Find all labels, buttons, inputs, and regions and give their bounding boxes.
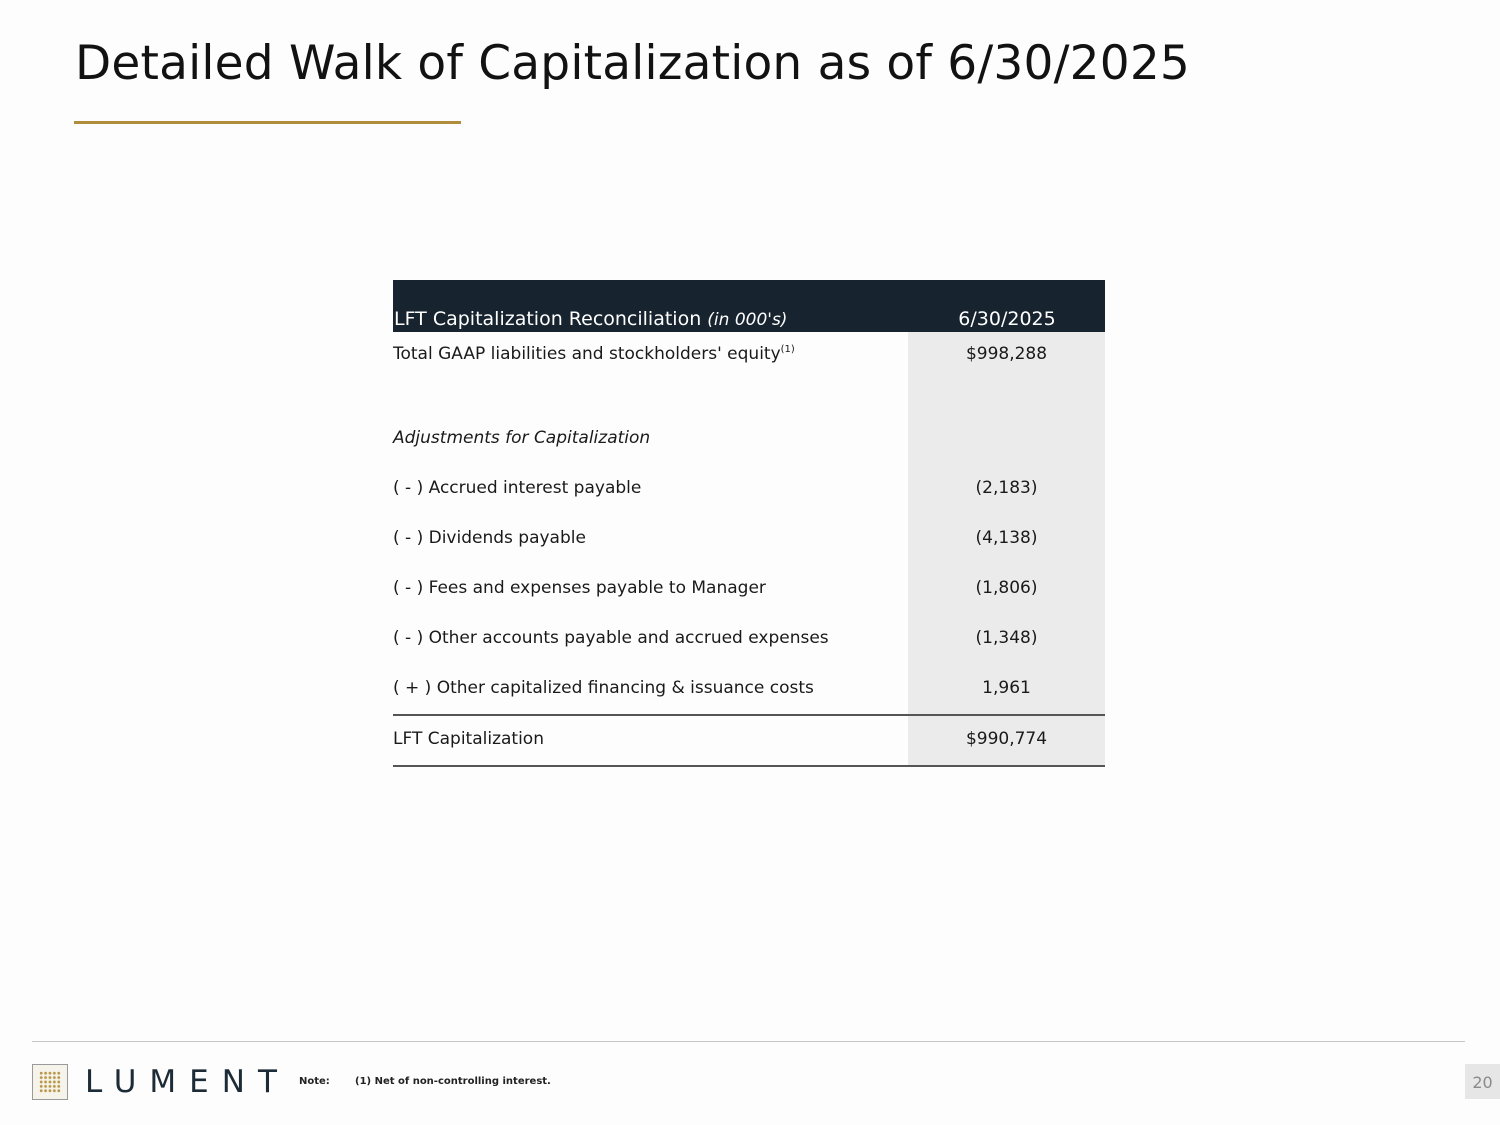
row-value: (2,183) — [975, 478, 1038, 498]
row-value: 1,961 — [982, 678, 1031, 698]
table-header-label — [394, 308, 787, 330]
row-label: ( + ) Other capitalized financing & issuance costs — [393, 678, 814, 698]
adjustments-heading: Adjustments for Capitalization — [393, 428, 651, 448]
total-gaap-label: Total GAAP liabilities and stockholders' equity — [393, 344, 781, 364]
row-label: ( - ) Dividends payable — [393, 528, 586, 548]
brand-wordmark: LUMENT — [85, 1064, 290, 1100]
note-text: (1) Net of non-controlling interest. — [355, 1076, 551, 1087]
note-label: Note: — [299, 1076, 330, 1087]
table-row-adjustments-heading — [393, 424, 1105, 454]
table-row-total-gaap — [393, 340, 1105, 370]
footer-divider — [32, 1041, 1465, 1042]
page-title: Detailed Walk of Capitalization as of 6/30/2025 — [75, 36, 1191, 91]
row-label: ( - ) Fees and expenses payable to Manager — [393, 578, 766, 598]
footnote-marker: (1) — [780, 344, 795, 355]
table-row — [393, 524, 1105, 554]
subtotal-rule — [393, 714, 1105, 716]
table-header-date: 6/30/2025 — [958, 308, 1056, 330]
row-value: $998,288 — [965, 344, 1048, 364]
capitalization-table — [393, 280, 1105, 749]
total-label: LFT Capitalization — [393, 729, 544, 749]
total-value: $990,774 — [965, 729, 1048, 749]
table-header — [393, 280, 1105, 332]
total-rule — [393, 765, 1105, 767]
header-label-text: LFT Capitalization Reconciliation — [394, 308, 702, 330]
header-unit: (in 000's) — [707, 310, 788, 330]
row-value: (4,138) — [975, 528, 1038, 548]
row-value: (1,806) — [975, 578, 1038, 598]
row-label: ( - ) Other accounts payable and accrued expenses — [393, 628, 829, 648]
table-row — [393, 474, 1105, 504]
table-row-total — [393, 725, 1105, 755]
title-underline — [74, 121, 461, 124]
row-label — [393, 344, 795, 364]
table-row — [393, 574, 1105, 604]
table-row — [393, 674, 1105, 704]
lument-logo-icon — [32, 1064, 68, 1100]
row-label: ( - ) Accrued interest payable — [393, 478, 642, 498]
page-number: 20 — [1465, 1064, 1500, 1099]
table-row — [393, 624, 1105, 654]
row-value: (1,348) — [975, 628, 1038, 648]
